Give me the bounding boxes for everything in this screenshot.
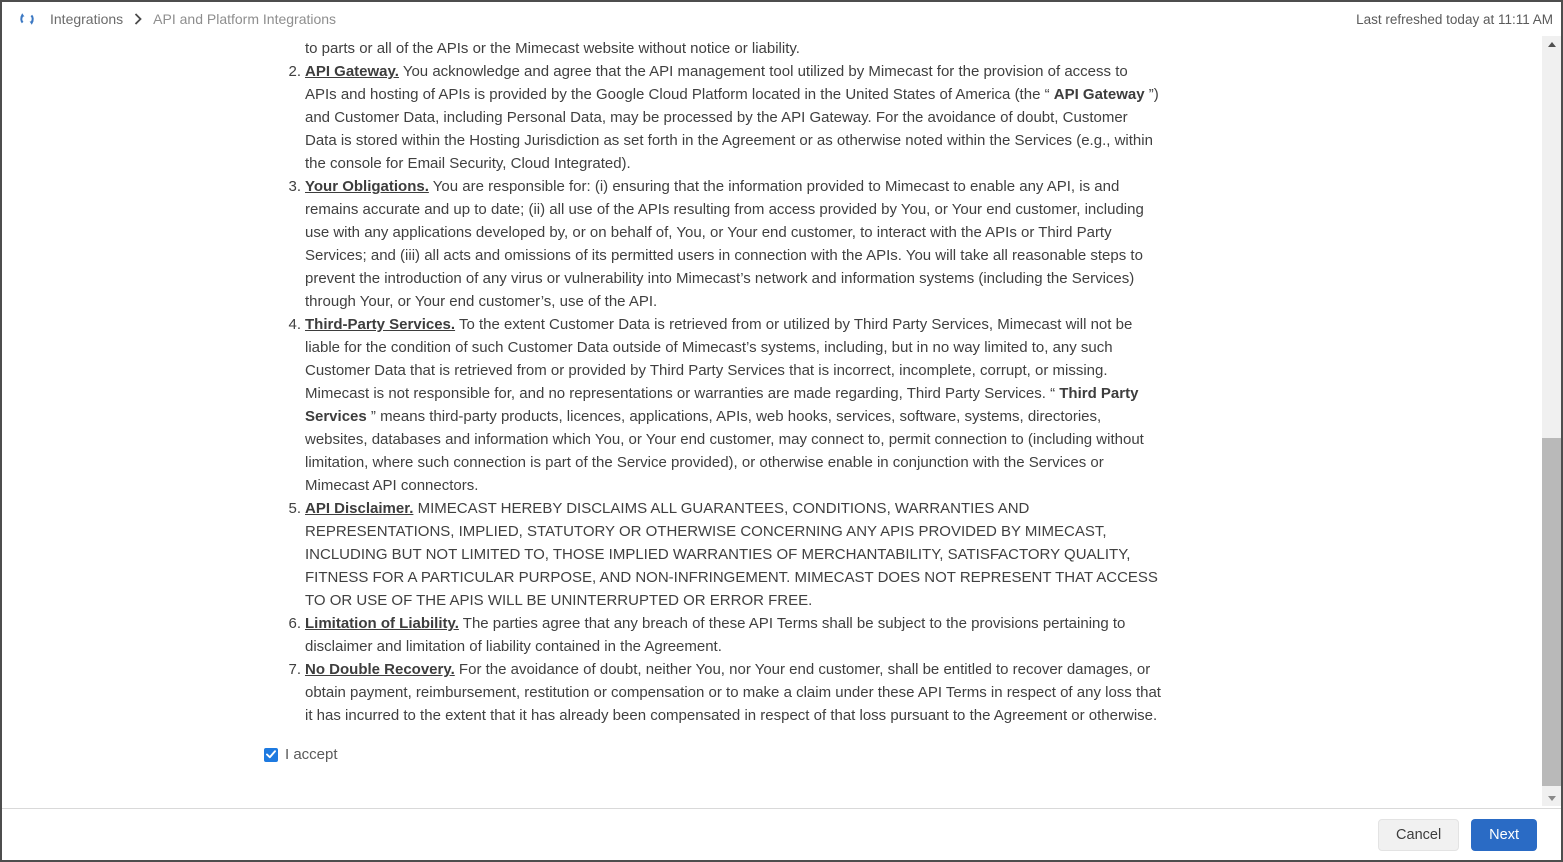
item-title: Third-Party Services. bbox=[305, 316, 456, 333]
item-title: Your Obligations. bbox=[305, 178, 429, 195]
terms-item bbox=[282, 497, 1162, 612]
vertical-scrollbar[interactable] bbox=[1542, 36, 1561, 806]
item-body-text: The parties agree that any breach of these API Terms shall be subject to the provisions pertaining to disclaimer and limitation of liability contained in the Agreement. bbox=[305, 615, 1126, 655]
terms-item bbox=[282, 313, 1162, 497]
item-title: API Disclaimer. bbox=[305, 500, 414, 517]
terms-item bbox=[282, 612, 1162, 658]
terms-item bbox=[282, 175, 1162, 313]
item-body-text: ” means third-party products, licences, applications, APIs, web hooks, services, software, systems, directories, websites, databases and information which You, or Your end customer, may connect to, permit connection to (including without limitation, where such connection is part of the Service provided), or otherwise enable in conjunction with the Services or Mimecast API connectors. bbox=[305, 408, 1144, 494]
action-bar bbox=[2, 808, 1561, 860]
item-body-text: For the avoidance of doubt, neither You, nor Your end customer, shall be entitled to recover damages, or obtain payment, reimbursement, restitution or compensation or to make a claim under these API Terms in respect of any loss that it has incurred to the extent that it has already been compensated in respect of that loss pursuant to the Agreement or otherwise. bbox=[305, 661, 1161, 724]
next-button[interactable]: Next bbox=[1471, 819, 1537, 851]
item-bold-term: API Gateway bbox=[1053, 86, 1145, 103]
item-body-text: MIMECAST HEREBY DISCLAIMS ALL GUARANTEES, CONDITIONS, WARRANTIES AND REPRESENTATIONS, IMPLIED, STATUTORY OR OTHERWISE CONCERNING ANY APIS PROVIDED BY MIMECAST, INCLUDING BUT NOT LIMITED TO, THOSE IMPLIED WARRANTIES OF MERCHANTABILITY, SATISFACTORY QUALITY, FITNESS FOR A PARTICULAR PURPOSE, AND NON-INFRINGEMENT. MIMECAST DOES NOT REPRESENT THAT ACCESS TO OR USE OF THE APIS WILL BE UNINTERRUPTED OR ERROR FREE. bbox=[305, 500, 1158, 609]
item-text bbox=[305, 612, 1162, 658]
terms-scroll-area bbox=[2, 36, 1561, 808]
sync-icon bbox=[19, 11, 35, 27]
item-body-text: To the extent Customer Data is retrieved from or utilized by Third Party Services, Mimecast will not be liable for the condition of such Customer Data outside of Mimecast’s systems, including, but in no way limited to, any such Customer Data that is retrieved from or provided by Third Party Services that is incorrect, incomplete, corrupt, or missing. Mimecast is not responsible for, and no representations or warranties are made regarding, Third Party Services. “ bbox=[305, 316, 1133, 402]
last-refreshed-text: Last refreshed today at 11:11 AM bbox=[1356, 11, 1553, 27]
item-number: 7. bbox=[288, 661, 301, 678]
cancel-button[interactable]: Cancel bbox=[1378, 819, 1459, 851]
accept-row bbox=[264, 743, 1162, 766]
terms-item bbox=[282, 658, 1162, 727]
scroll-up-arrow[interactable] bbox=[1542, 36, 1561, 52]
triangle-up-icon bbox=[1548, 42, 1556, 47]
item-text bbox=[305, 313, 1162, 497]
terms-document bbox=[282, 36, 1162, 766]
item-title: API Gateway. bbox=[305, 63, 399, 80]
terms-item bbox=[282, 60, 1162, 175]
chevron-right-icon bbox=[134, 13, 142, 25]
item-body-text: You acknowledge and agree that the API management tool utilized by Mimecast for the provision of access to APIs and hosting of APIs is provided by the Google Cloud Platform located in the United States of America (the “ bbox=[305, 63, 1128, 103]
item-text bbox=[305, 60, 1162, 175]
triangle-down-icon bbox=[1548, 796, 1556, 801]
item-text bbox=[305, 175, 1162, 313]
breadcrumb-current-page: API and Platform Integrations bbox=[153, 11, 337, 27]
item-number: 3. bbox=[288, 178, 301, 195]
item-title: No Double Recovery. bbox=[305, 661, 455, 678]
breadcrumb-integrations[interactable]: Integrations bbox=[50, 11, 124, 27]
accept-checkbox[interactable] bbox=[264, 748, 278, 762]
item-number: 6. bbox=[288, 615, 301, 632]
scroll-down-arrow[interactable] bbox=[1542, 790, 1561, 806]
scrollbar-thumb[interactable] bbox=[1542, 438, 1561, 786]
item-body-text: ”) and Customer Data, including Personal Data, may be processed by the API Gateway. For the avoidance of doubt, Customer Data is stored within the Hosting Jurisdiction as set forth in the Agreement or as otherwise noted within the Services (e.g., within the console for Email Security, Cloud Integrated). bbox=[305, 86, 1159, 172]
terms-list bbox=[282, 60, 1162, 727]
accept-label[interactable]: I accept bbox=[285, 746, 338, 763]
item-text bbox=[305, 497, 1162, 612]
item-body-text: You are responsible for: (i) ensuring that the information provided to Mimecast to enable any API, is and remains accurate and up to date; (ii) all use of the APIs resulting from access provided by You, or Your end customer, including use with any applications developed by, or on behalf of, You, or Your end customer, to interact with the APIs or Third Party Services; and (iii) all acts and omissions of its permitted users in connection with the APIs. You will take all reasonable steps to prevent the introduction of any virus or vulnerability into Mimecast’s network and information systems (including the Services) through Your, or Your end customer’s, use of the API. bbox=[305, 178, 1144, 310]
item-title: Limitation of Liability. bbox=[305, 615, 459, 632]
item-number: 2. bbox=[288, 63, 301, 80]
checkmark-icon bbox=[266, 750, 276, 759]
item-number: 4. bbox=[288, 316, 301, 333]
item-text bbox=[305, 658, 1162, 727]
item-number: 5. bbox=[288, 500, 301, 517]
item-bold-term: Third Party Services bbox=[305, 385, 1139, 425]
refresh-button[interactable] bbox=[18, 10, 36, 28]
top-bar bbox=[2, 2, 1561, 36]
breadcrumb bbox=[50, 11, 336, 27]
terms-intro-fragment: to parts or all of the APIs or the Mimecast website without notice or liability. bbox=[305, 40, 800, 57]
